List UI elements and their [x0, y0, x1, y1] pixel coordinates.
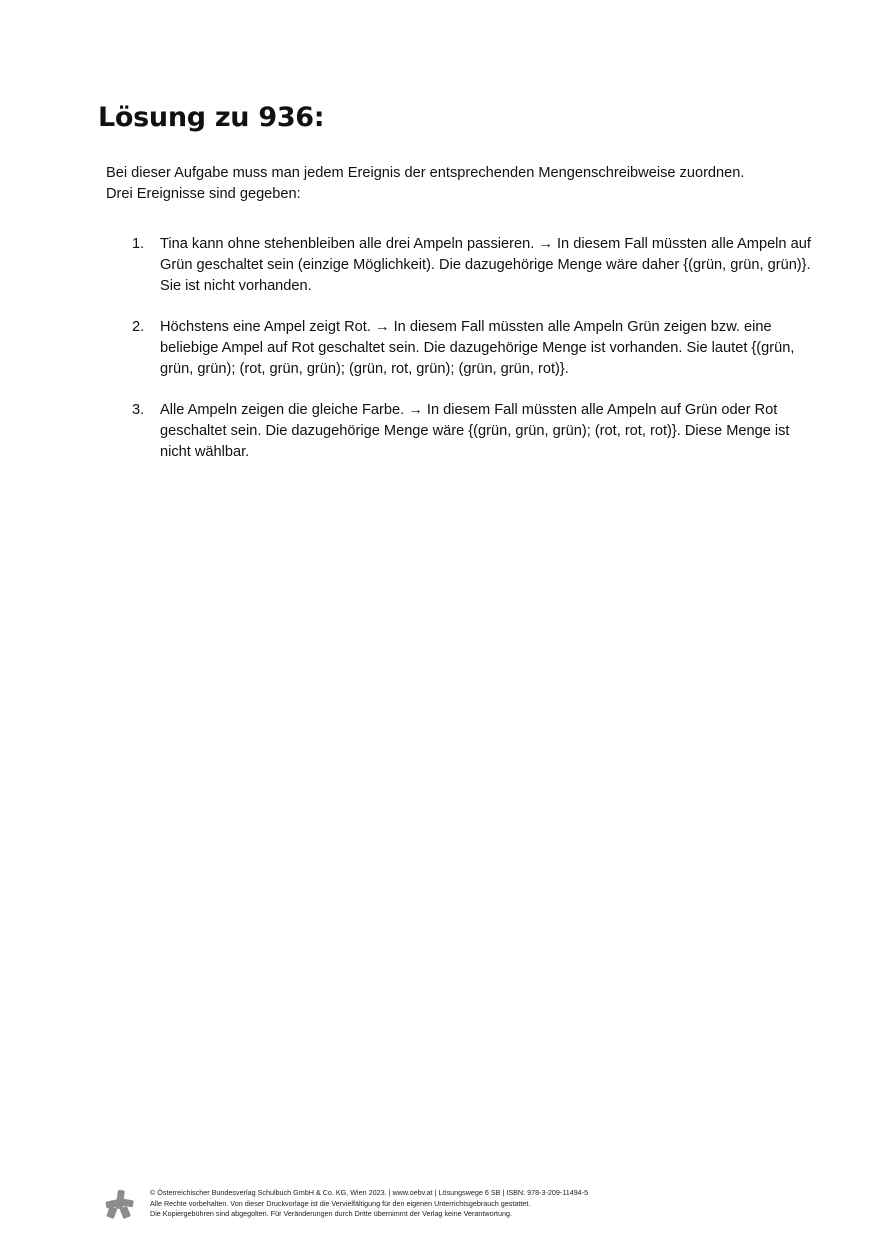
footer-copyright	[150, 1188, 588, 1220]
event-list	[132, 234, 822, 483]
footer-line-3: Die Kopiergebühren sind abgegolten. Für Veränderungen durch Dritte übernimmt der Verlag keine Verantwortung.	[150, 1209, 512, 1218]
footer-line-2: Alle Rechte vorbehalten. Von dieser Druckvorlage ist die Vervielfältigung für den eigenen Unterrichtsgebrauch gestattet.	[150, 1198, 531, 1208]
list-item-number: 2.	[132, 319, 145, 335]
footer-line-1: © Österreichischer Bundesverlag Schulbuch GmbH & Co. KG, Wien 2023. | www.oebv.at | Lösungswege 6 SB | ISBN: 978-3-209-11494-5	[150, 1188, 589, 1197]
list-item-number: 1.	[132, 236, 145, 252]
list-item-text: Höchstens eine Ampel zeigt Rot. → In diesem Fall müssten alle Ampeln Grün zeigen bzw. eine beliebige Ampel auf Rot geschaltet sein. Die dazugehörige Menge ist vorhanden. Sie lautet {(grün, grün, grün); (rot, grün, grün); (grün, rot, grün); (grün, grün, rot)}.	[160, 319, 795, 377]
intro-line-2: Drei Ereignisse sind gegeben:	[106, 186, 301, 202]
list-item-text: Alle Ampeln zeigen die gleiche Farbe. → In diesem Fall müssten alle Ampeln auf Grün oder Rot geschaltet sein. Die dazugehörige Menge wäre {(grün, grün, grün); (rot, rot, rot)}. Diese Menge ist nicht wählbar.	[160, 402, 790, 460]
list-item	[132, 400, 822, 463]
list-item	[132, 317, 822, 380]
page-title: Lösung zu 936:	[98, 102, 325, 133]
footer	[103, 1186, 723, 1226]
intro-line-1: Bei dieser Aufgabe muss man jedem Ereignis der entsprechenden Mengenschreibweise zuordnen.	[106, 165, 745, 181]
list-item-text: Tina kann ohne stehenbleiben alle drei Ampeln passieren. → In diesem Fall müssten alle Ampeln auf Grün geschaltet sein (einzige Möglichkeit). Die dazugehörige Menge wäre daher {(grün, grün, grün)}. Sie ist nicht vorhanden.	[160, 236, 811, 294]
intro-text	[106, 163, 806, 205]
asterisk-logo-icon	[103, 1188, 135, 1220]
list-item	[132, 234, 822, 297]
list-item-number: 3.	[132, 402, 145, 418]
